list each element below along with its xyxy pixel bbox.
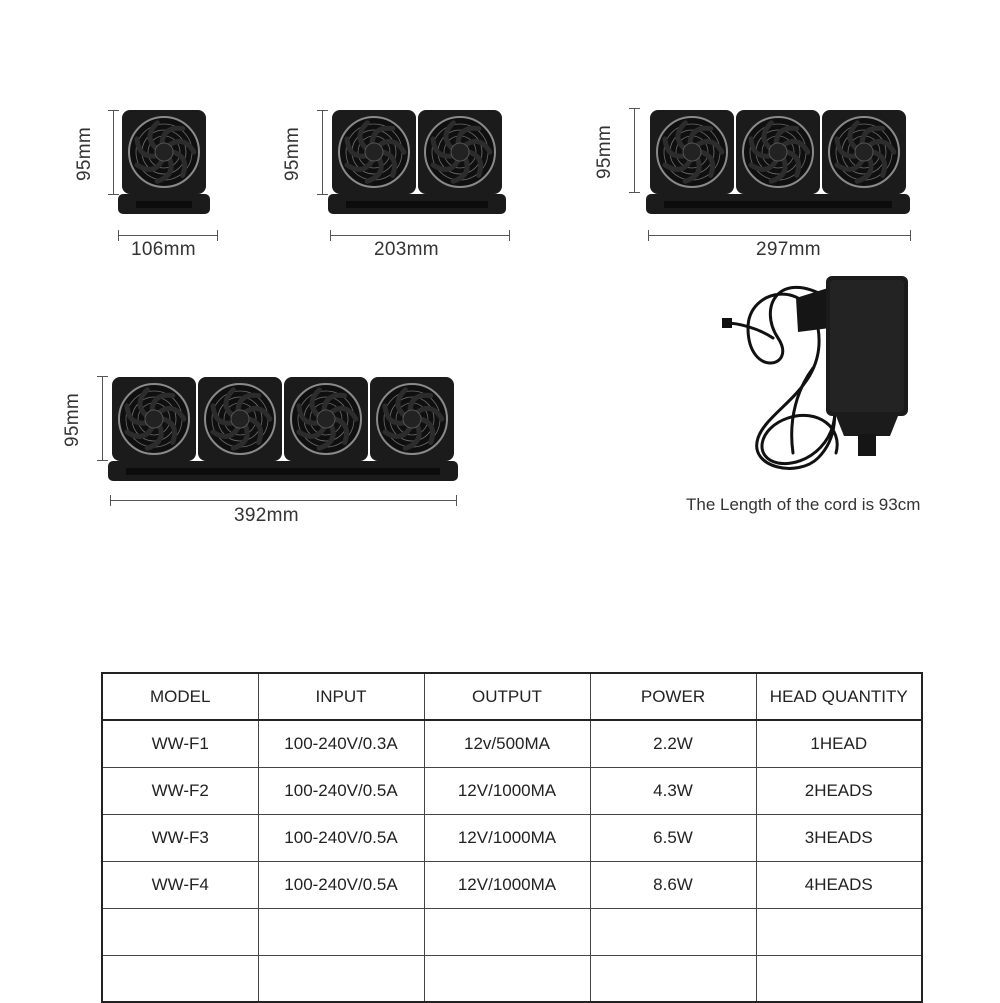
head-quantity-cell: 1HEAD xyxy=(756,720,922,767)
height-dimension-line xyxy=(102,376,103,461)
width-label: 297mm xyxy=(756,239,821,260)
fan-icon xyxy=(108,375,460,489)
column-header: HEAD QUANTITY xyxy=(756,673,922,720)
empty-cell xyxy=(590,955,756,1002)
power-cell: 4.3W xyxy=(590,767,756,814)
output-cell: 12V/1000MA xyxy=(424,767,590,814)
head-quantity-cell: 3HEADS xyxy=(756,814,922,861)
height-label: 95mm xyxy=(74,127,95,181)
empty-cell xyxy=(756,908,922,955)
fan-icon xyxy=(118,108,220,220)
height-label: 95mm xyxy=(62,393,83,447)
empty-cell xyxy=(424,908,590,955)
column-header: OUTPUT xyxy=(424,673,590,720)
table-header-row xyxy=(102,673,922,720)
height-dimension-line xyxy=(113,110,114,195)
height-dimension-line xyxy=(634,108,635,193)
table-row-empty xyxy=(102,955,922,1002)
column-header: MODEL xyxy=(102,673,258,720)
model-cell: WW-F1 xyxy=(102,720,258,767)
table-row xyxy=(102,814,922,861)
empty-cell xyxy=(102,955,258,1002)
power-cell: 6.5W xyxy=(590,814,756,861)
input-cell: 100-240V/0.5A xyxy=(258,767,424,814)
table-row xyxy=(102,861,922,908)
width-label: 392mm xyxy=(234,505,299,526)
table-row-empty xyxy=(102,908,922,955)
height-label: 95mm xyxy=(282,127,303,181)
output-cell: 12v/500MA xyxy=(424,720,590,767)
spec-table xyxy=(101,672,923,1003)
height-dimension-line xyxy=(322,110,323,195)
empty-cell xyxy=(258,908,424,955)
output-cell: 12V/1000MA xyxy=(424,861,590,908)
fan-unit-4-head xyxy=(108,375,460,489)
input-cell: 100-240V/0.5A xyxy=(258,861,424,908)
model-cell: WW-F4 xyxy=(102,861,258,908)
cord-length-caption: The Length of the cord is 93cm xyxy=(686,495,921,514)
empty-cell xyxy=(756,955,922,1002)
empty-cell xyxy=(102,908,258,955)
column-header: INPUT xyxy=(258,673,424,720)
fan-icon xyxy=(328,108,514,220)
width-label: 203mm xyxy=(374,239,439,260)
input-cell: 100-240V/0.5A xyxy=(258,814,424,861)
width-dimension-line xyxy=(330,235,510,236)
head-quantity-cell: 4HEADS xyxy=(756,861,922,908)
width-dimension-line xyxy=(648,235,911,236)
power-cell: 8.6W xyxy=(590,861,756,908)
fan-unit-2-head xyxy=(328,108,514,220)
empty-cell xyxy=(590,908,756,955)
fan-icon xyxy=(646,108,916,220)
model-cell: WW-F3 xyxy=(102,814,258,861)
height-label: 95mm xyxy=(594,125,615,179)
fan-unit-3-head xyxy=(646,108,916,220)
model-cell: WW-F2 xyxy=(102,767,258,814)
table-row xyxy=(102,720,922,767)
width-dimension-line xyxy=(110,500,457,501)
fan-unit-1-head xyxy=(118,108,220,220)
table-row xyxy=(102,767,922,814)
empty-cell xyxy=(424,955,590,1002)
column-header: POWER xyxy=(590,673,756,720)
empty-cell xyxy=(258,955,424,1002)
width-label: 106mm xyxy=(131,239,196,260)
power-cell: 2.2W xyxy=(590,720,756,767)
width-dimension-line xyxy=(118,235,218,236)
input-cell: 100-240V/0.3A xyxy=(258,720,424,767)
output-cell: 12V/1000MA xyxy=(424,814,590,861)
power-adapter-icon xyxy=(718,268,918,483)
head-quantity-cell: 2HEADS xyxy=(756,767,922,814)
